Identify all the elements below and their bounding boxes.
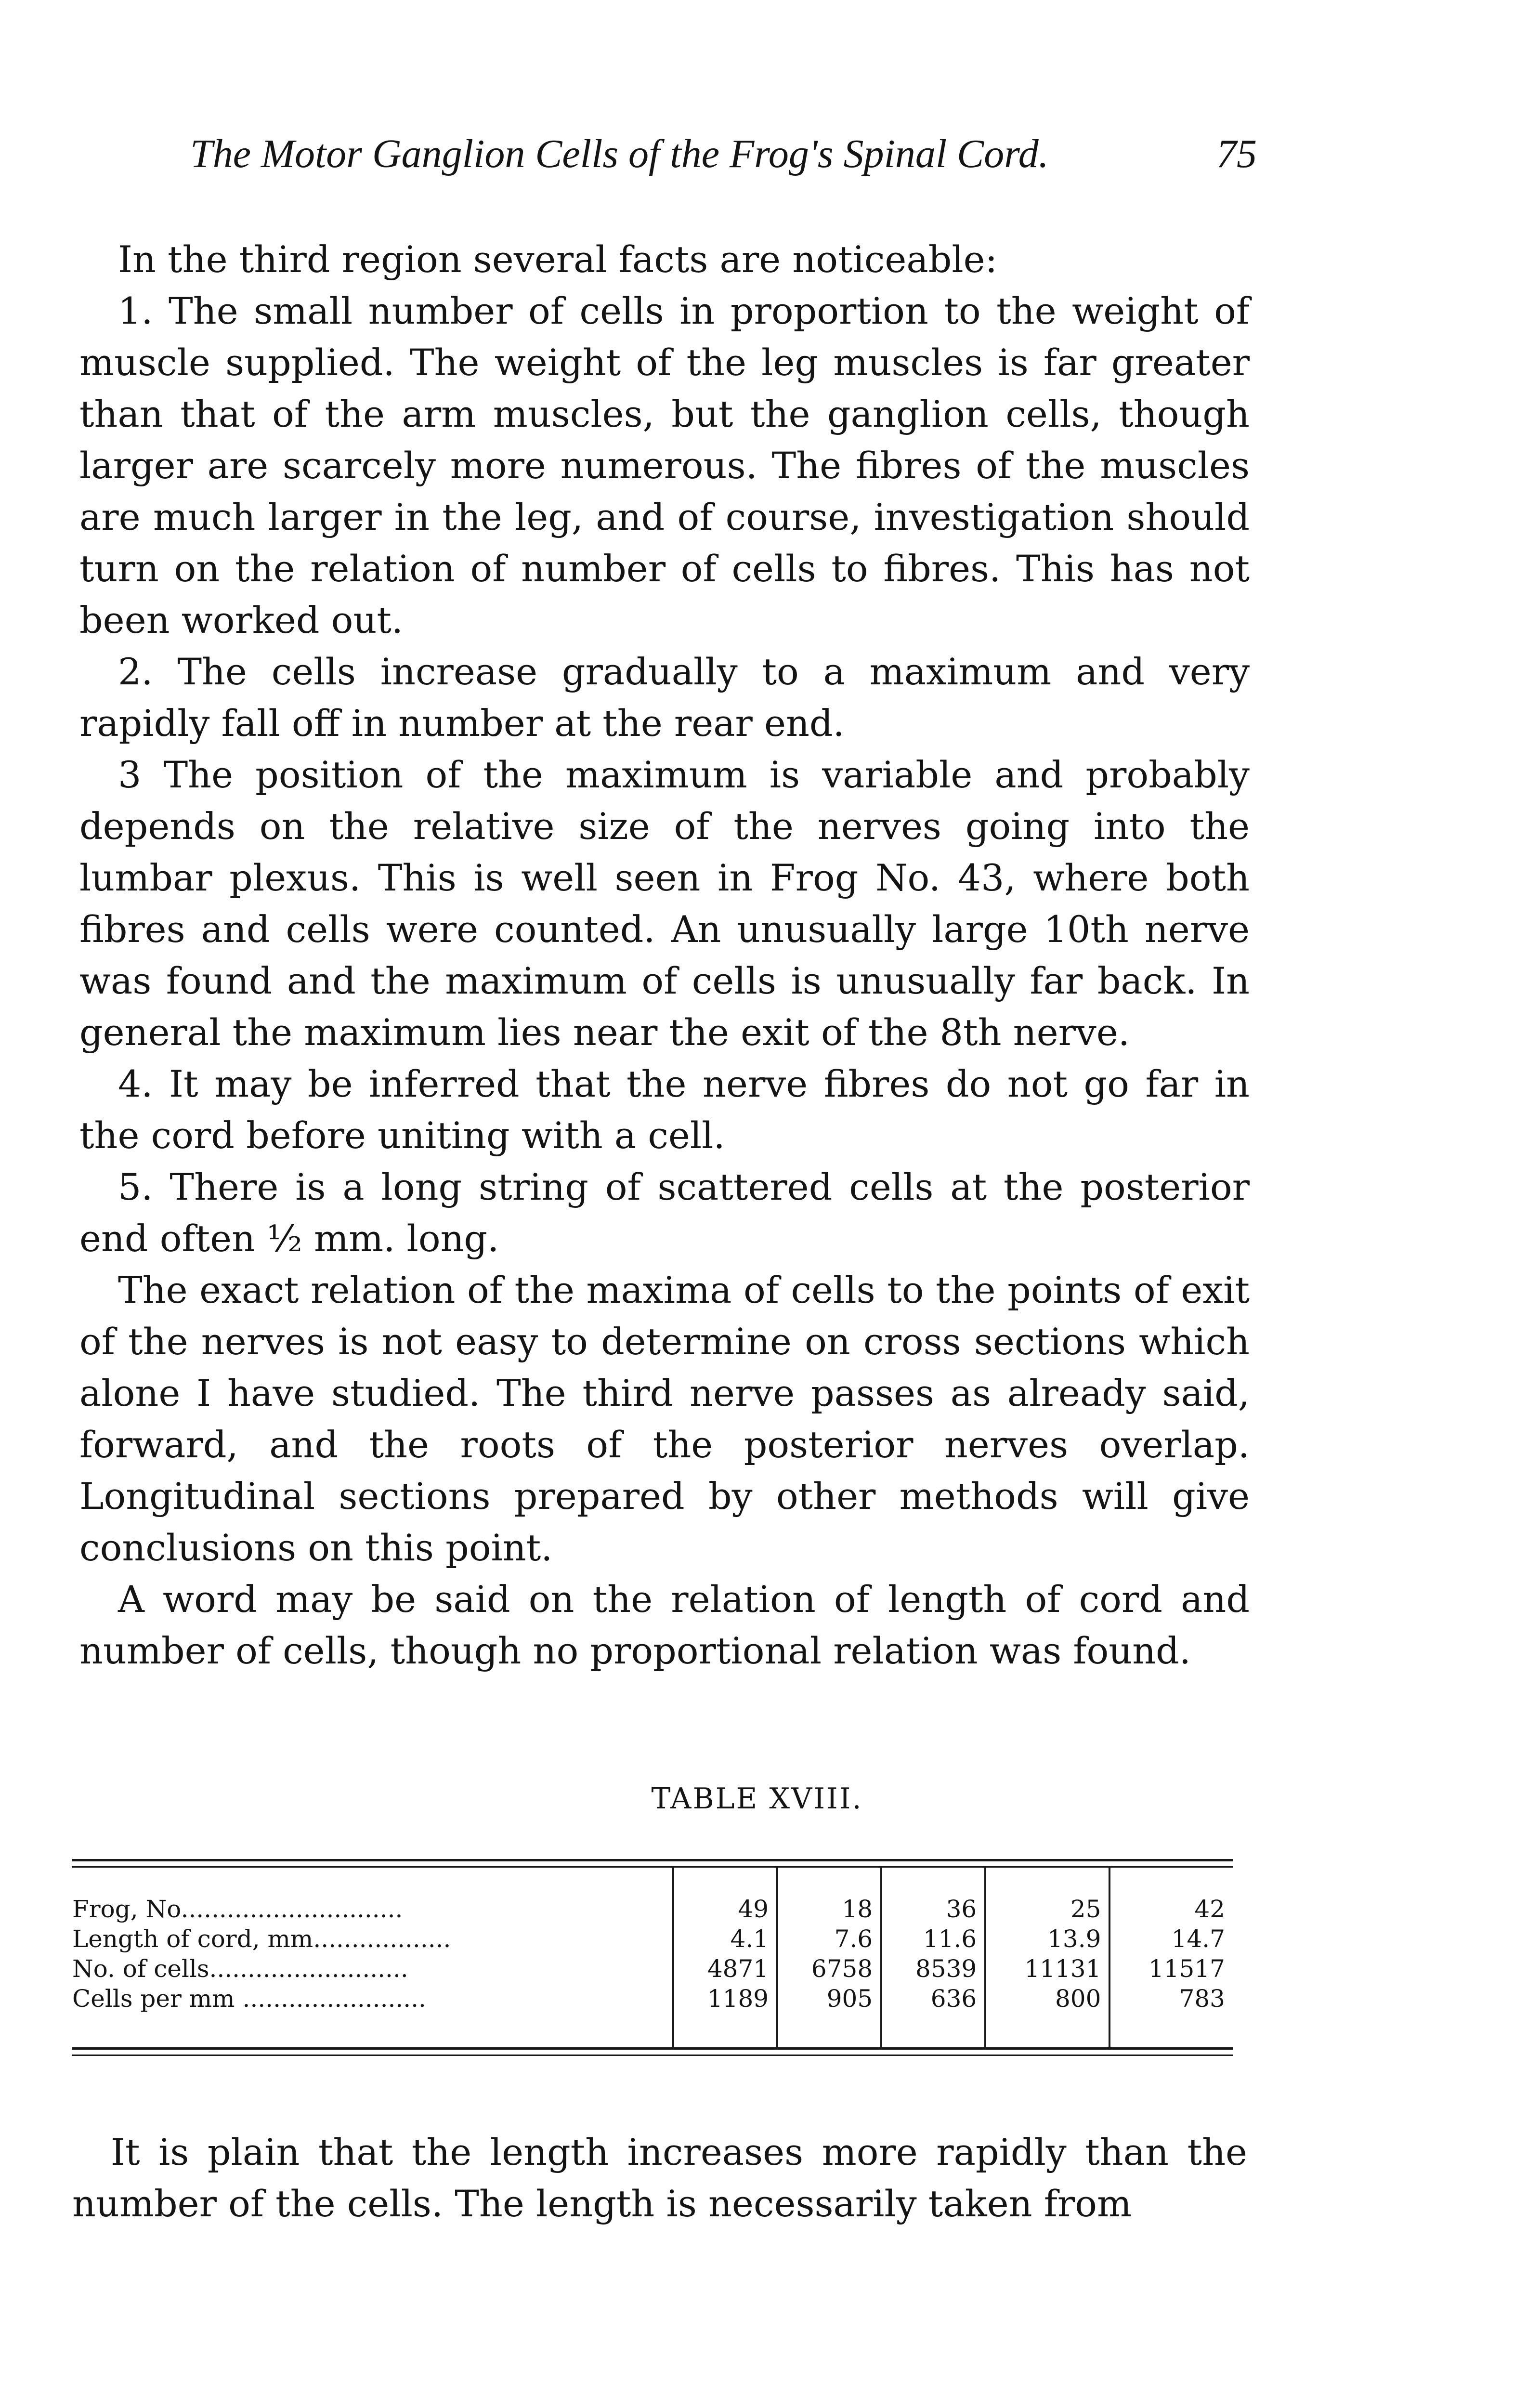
table-row — [72, 1954, 1233, 1984]
table-top-rule — [72, 1859, 1233, 1868]
table-row — [72, 1924, 1233, 1954]
paragraph: In the third region several facts are noticeable: — [118, 238, 998, 281]
table-body — [72, 1868, 1233, 2047]
table-cell: 4871 — [673, 1954, 777, 1984]
running-title: The Motor Ganglion Cells of the Frog's Spinal Cord. — [190, 131, 1049, 176]
closing-text — [72, 2126, 1247, 2229]
paragraph: 1. The small number of cells in proportion to the weight of muscle supplied. The weight of the leg muscles is far greater than that of the arm muscles, but the ganglion cells, though larger are scarcely more numerous. The fibres of the muscles are much larger in the leg, and of course, investigation should turn on the relation of number of cells to fibres. This has not been worked out. — [79, 289, 1250, 641]
paragraph: The exact relation of the maxima of cells to the points of exit of the nerves is not easy to determine on cross sections which alone I have studied. The third nerve passes as already said, forward, and the roots of the posterior nerves overlap. Longitudinal sections prepared by other methods will give conclusions on this point. — [79, 1269, 1250, 1569]
row-label: Frog, No............................. — [72, 1895, 403, 1923]
paragraph: 4. It may be inferred that the nerve fibres do not go far in the cord before uniting with a cell. — [79, 1062, 1250, 1157]
table-cell: 11517 — [1109, 1954, 1233, 1984]
table-bottom-rule — [72, 2047, 1233, 2056]
paragraph: 2. The cells increase gradually to a maximum and very rapidly fall off in number at the rear end. — [79, 650, 1250, 745]
body-text — [79, 234, 1250, 1676]
table-cell: 18 — [777, 1894, 881, 1924]
table-spacer — [72, 1868, 1233, 1894]
table-cell: 25 — [985, 1894, 1109, 1924]
table-cell: 49 — [673, 1894, 777, 1924]
table-cell: 36 — [881, 1894, 985, 1924]
paragraph: 5. There is a long string of scattered cells at the posterior end often ½ mm. long. — [79, 1165, 1250, 1260]
row-label: No. of cells.......................... — [72, 1955, 408, 1983]
paragraph: A word may be said on the relation of length of cord and number of cells, though no proportional relation was found. — [79, 1578, 1250, 1672]
table-spacer — [72, 2014, 1233, 2047]
table-row — [72, 1894, 1233, 1924]
table-cell: 11131 — [985, 1954, 1109, 1984]
data-table — [72, 1859, 1233, 2056]
row-label: Length of cord, mm.................. — [72, 1925, 451, 1953]
table-caption: TABLE XVIII. — [651, 1782, 863, 1816]
table-cell: 6758 — [777, 1954, 881, 1984]
page-number: 75 — [1216, 131, 1257, 176]
paragraph: It is plain that the length increases more rapidly than the number of the cells. The length is necessarily taken from — [72, 2131, 1247, 2225]
table-cell: 636 — [881, 1984, 985, 2014]
table-cell: 11.6 — [881, 1924, 985, 1954]
table-cell: 800 — [985, 1984, 1109, 2014]
row-label: Cells per mm ........................ — [72, 1985, 426, 2013]
table-cell: 905 — [777, 1984, 881, 2014]
table-row — [72, 1984, 1233, 2014]
table-cell: 783 — [1109, 1984, 1233, 2014]
table-cell: 42 — [1109, 1894, 1233, 1924]
table-cell: 4.1 — [673, 1924, 777, 1954]
table-cell: 8539 — [881, 1954, 985, 1984]
table-cell: 13.9 — [985, 1924, 1109, 1954]
table-cell: 1189 — [673, 1984, 777, 2014]
table-cell: 14.7 — [1109, 1924, 1233, 1954]
table-cell: 7.6 — [777, 1924, 881, 1954]
paragraph: 3 The position of the maximum is variable and probably depends on the relative size of the nerves going into the lumbar plexus. This is well seen in Frog No. 43, where both fibres and cells were counted. An unusually large 10th nerve was found and the maximum of cells is unusually far back. In general the maximum lies near the exit of the 8th nerve. — [79, 753, 1250, 1054]
